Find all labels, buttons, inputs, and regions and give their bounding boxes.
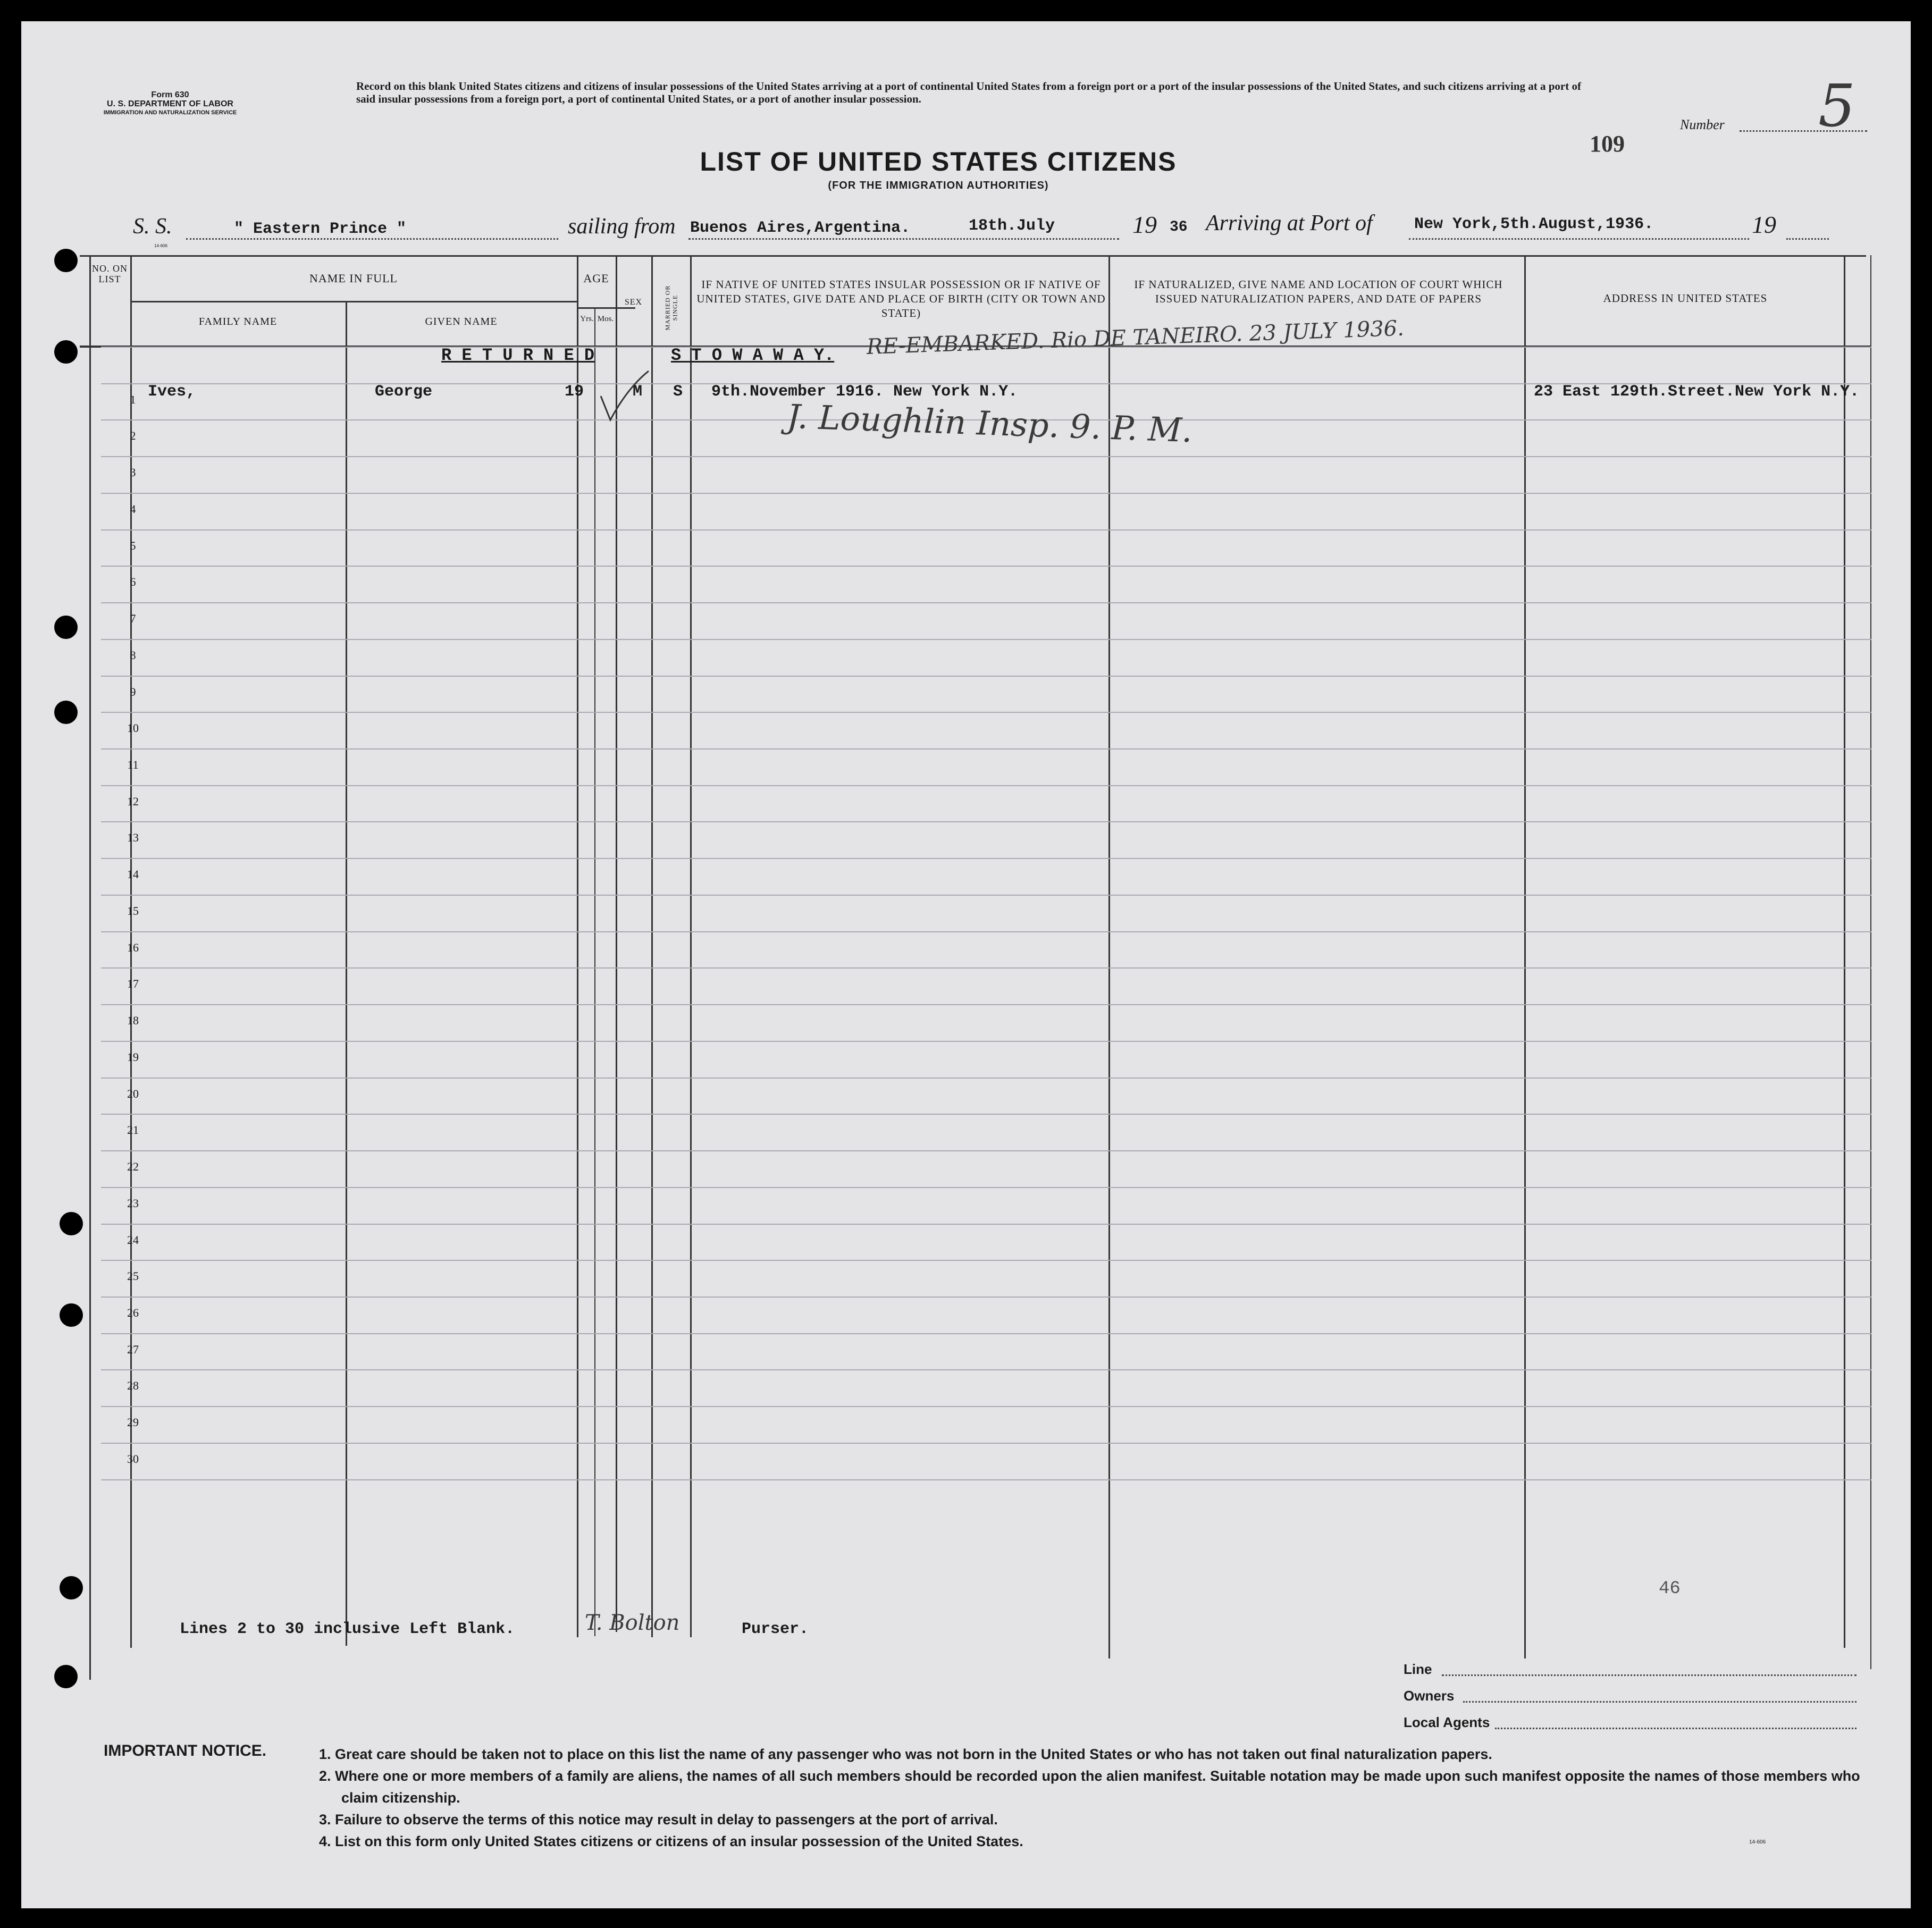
row-number: 30	[127, 1452, 139, 1466]
check-mark-icon	[595, 367, 654, 425]
returned-annotation: R E T U R N E D	[441, 346, 595, 365]
row-number: 19	[127, 1050, 139, 1064]
arrival-port-date: New York,5th.August,1936.	[1414, 215, 1654, 233]
row-line	[101, 931, 1871, 932]
owners-line	[1463, 1701, 1857, 1703]
punch-hole-icon	[54, 249, 78, 272]
col-family-border	[346, 301, 347, 1646]
header-no-on-list: NO. ON LIST	[92, 263, 128, 284]
agents-label: Local Agents	[1404, 1714, 1490, 1730]
row-line	[101, 493, 1871, 494]
row-number: 20	[127, 1087, 139, 1100]
row-line	[101, 1443, 1871, 1444]
row-line	[101, 1004, 1871, 1005]
owners-label: Owners	[1404, 1688, 1455, 1704]
row-number: 21	[127, 1123, 139, 1137]
form-number: Form 630	[151, 90, 189, 99]
header-married-single-cell	[651, 271, 690, 346]
row-line	[101, 1041, 1871, 1042]
arriving-label: Arriving at Port of	[1206, 211, 1373, 235]
purser-signature: T. Bolton	[585, 1611, 680, 1635]
row-number: 23	[127, 1196, 139, 1210]
row-line	[101, 566, 1871, 567]
header-address: ADDRESS IN UNITED STATES	[1603, 292, 1768, 305]
row-number: 12	[127, 794, 139, 808]
row-line	[101, 1406, 1871, 1407]
row-line	[101, 712, 1871, 713]
form-instructions: Record on this blank United States citizens and citizens of insular possessions of the United States arriving at a port of continental United States from a foreign port or a port of the insular possessions of the United States, and such citizens arriving at a port of said insular possessions from a foreign port, a port of continental United States, or a port of another insular possession.	[356, 80, 1581, 105]
row-line	[101, 858, 1871, 859]
punch-hole-icon	[54, 340, 78, 364]
number-value: 5	[1818, 72, 1855, 140]
sail-date: 18th.July	[969, 217, 1055, 235]
arrival-year-line	[1786, 238, 1829, 240]
service-name: IMMIGRATION AND NATURALIZATION SERVICE	[103, 110, 237, 116]
sail-year-suffix: 36	[1170, 219, 1188, 235]
row-line	[101, 748, 1871, 750]
agents-line	[1495, 1728, 1857, 1729]
punch-hole-icon	[54, 1665, 78, 1688]
form-issuer	[69, 90, 271, 117]
row-line	[101, 1077, 1871, 1079]
notice-item: 2. Where one or more members of a family are aliens, the names of all such members should be recorded upon the alien manifest. Suitable notation may be made upon such manifest opposite the names of those members who claim citizenship.	[319, 1768, 1860, 1806]
table-left-border	[89, 255, 91, 1680]
entry-address: 23 East 129th.Street.New York N.Y.	[1534, 383, 1860, 401]
ship-name: " Eastern Prince "	[234, 220, 407, 238]
row-number: 29	[127, 1416, 139, 1429]
header-name-in-full: NAME IN FULL	[309, 272, 398, 285]
row-line	[101, 821, 1871, 822]
header-yrs: Yrs.	[580, 315, 594, 323]
header-given-name: GIVEN NAME	[425, 316, 498, 327]
row-number: 1	[130, 392, 136, 406]
row-number: 28	[127, 1379, 139, 1393]
header-married-single: MARRIED OR SINGLE	[663, 285, 679, 331]
row-line	[101, 1114, 1871, 1115]
entry-age-yrs: 19	[565, 383, 584, 401]
row-number: 16	[127, 940, 139, 954]
row-number: 7	[130, 612, 136, 626]
col-address-border	[1844, 255, 1845, 1648]
punch-hole-icon	[54, 616, 78, 639]
row-line	[101, 602, 1871, 603]
blank-lines-note: Lines 2 to 30 inclusive Left Blank.	[180, 1620, 515, 1638]
form-subtitle: (FOR THE IMMIGRATION AUTHORITIES)	[828, 180, 1049, 191]
page-number-stamp: 109	[1590, 131, 1625, 157]
reembarked-annotation: RE-EMBARKED. Rio DE TANEIRO. 23 JULY 1936.	[866, 316, 1405, 359]
line-label: Line	[1404, 1661, 1432, 1677]
row-number: 17	[127, 977, 139, 991]
header-naturalized: IF NATURALIZED, GIVE NAME AND LOCATION OF COURT WHICH ISSUED NATURALIZATION PAPERS, AND DATE OF PAPERS	[1134, 278, 1503, 305]
row-line	[101, 1224, 1871, 1225]
header-sex: SEX	[624, 298, 643, 307]
ship-line	[186, 238, 558, 240]
bottom-number: 46	[1659, 1579, 1681, 1599]
row-line	[101, 1260, 1871, 1261]
row-line	[101, 676, 1871, 677]
row-number: 18	[127, 1014, 139, 1028]
row-number: 3	[130, 466, 136, 479]
row-number: 10	[127, 721, 139, 735]
row-line	[101, 1369, 1871, 1370]
header-mos: Mos.	[597, 315, 614, 323]
row-line	[101, 639, 1871, 640]
inspector-signature: J. Loughlin Insp. 9. P. M.	[786, 397, 1193, 450]
col-sex-border	[651, 255, 653, 1637]
row-line	[101, 1333, 1871, 1334]
arrival-year-label: 19	[1752, 211, 1776, 238]
name-subheader-border	[130, 301, 577, 302]
entry-given-name: George	[375, 383, 433, 401]
notice-item: 4. List on this form only United States citizens or citizens of an insular possession of the United States.	[319, 1833, 1023, 1849]
notice-item: 1. Great care should be taken not to place on this list the name of any passenger who was not born in the United States or who has not taken out final naturalization papers.	[319, 1746, 1492, 1762]
row-number: 11	[127, 758, 139, 772]
row-line	[101, 1187, 1871, 1188]
from-port: Buenos Aires,Argentina.	[690, 219, 911, 237]
notice-title: IMPORTANT NOTICE.	[104, 1742, 267, 1759]
header-native: IF NATIVE OF UNITED STATES INSULAR POSSESSION OR IF NATIVE OF UNITED STATES, GIVE DATE AND PLACE OF BIRTH (CITY OR TOWN AND STATE)	[696, 278, 1106, 319]
col-marital-border	[690, 255, 692, 1637]
row-number: 26	[127, 1306, 139, 1319]
notice-item: 3. Failure to observe the terms of this notice may result in delay to passengers at the port of arrival.	[319, 1812, 998, 1828]
header-age: AGE	[583, 272, 609, 285]
entry-married-single: S	[673, 383, 683, 401]
header-family-name: FAMILY NAME	[198, 316, 278, 327]
entry-birth: 9th.November 1916. New York N.Y.	[711, 383, 1018, 401]
department-name: U. S. DEPARTMENT OF LABOR	[107, 99, 233, 108]
row-number: 2	[130, 429, 136, 443]
row-number: 24	[127, 1233, 139, 1247]
punch-hole-icon	[60, 1303, 83, 1327]
from-line	[688, 238, 1119, 240]
col-given-border	[577, 255, 578, 1637]
row-number: 6	[130, 575, 136, 589]
number-label: Number	[1680, 117, 1725, 132]
form-title: LIST OF UNITED STATES CITIZENS	[700, 147, 1177, 176]
row-number: 4	[130, 502, 136, 516]
col-native-border	[1108, 255, 1110, 1658]
arrival-line	[1409, 238, 1749, 240]
entry-family-name: Ives,	[148, 383, 196, 401]
row-line	[101, 1296, 1871, 1298]
stowaway-annotation: S T O W A W A Y.	[671, 346, 835, 365]
row-number: 8	[130, 648, 136, 662]
col-naturalized-border	[1524, 255, 1526, 1658]
row-number: 27	[127, 1342, 139, 1356]
print-code-top: 14-606	[154, 243, 167, 248]
row-number: 14	[127, 868, 139, 881]
entry-sex: M	[633, 383, 643, 401]
table-top-border	[80, 255, 1866, 257]
row-line	[101, 1479, 1871, 1480]
notice-list	[319, 1744, 1866, 1853]
line-line	[1442, 1674, 1857, 1676]
table-right-border	[1870, 255, 1871, 1669]
ss-label: S. S.	[133, 214, 172, 239]
purser-label: Purser.	[742, 1620, 809, 1638]
sailing-label: sailing from	[568, 214, 676, 239]
row-line	[101, 1150, 1871, 1151]
punch-hole-icon	[60, 1212, 83, 1235]
row-line	[101, 967, 1871, 969]
row-line	[101, 456, 1871, 457]
col-yrs-border	[594, 307, 595, 1636]
print-code-bottom: 14-606	[1749, 1839, 1766, 1845]
sail-year-prefix: 19	[1132, 211, 1157, 238]
row-line	[101, 785, 1871, 786]
punch-hole-icon	[54, 701, 78, 724]
row-line	[101, 529, 1871, 531]
col-age-border	[616, 255, 617, 1632]
row-number: 15	[127, 904, 139, 917]
row-number: 22	[127, 1160, 139, 1174]
row-line	[101, 895, 1871, 896]
row-number: 5	[130, 538, 136, 552]
row-number: 25	[127, 1269, 139, 1283]
punch-hole-icon	[60, 1576, 83, 1599]
row-number: 9	[130, 685, 136, 698]
row-number: 13	[127, 831, 139, 845]
form-page	[21, 21, 1911, 1908]
